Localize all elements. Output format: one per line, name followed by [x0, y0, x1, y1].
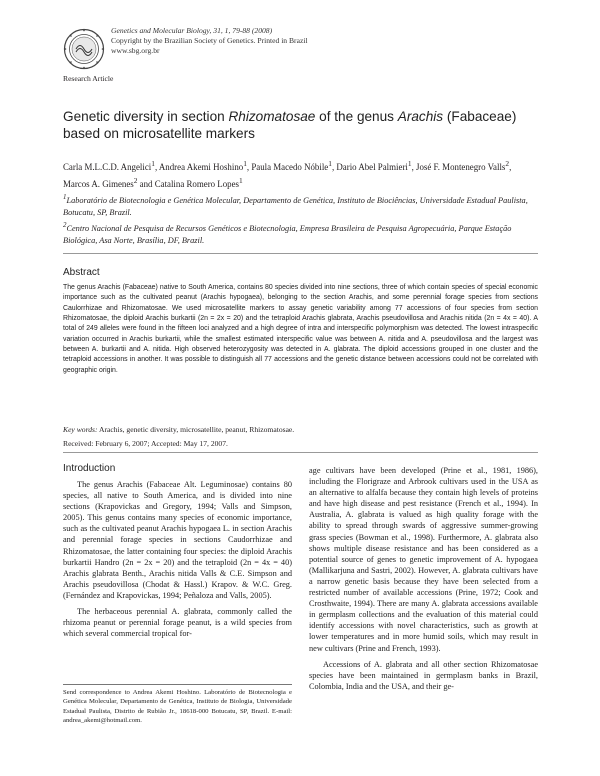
author-name: Carla M.L.C.D. Angelici — [63, 161, 152, 172]
affiliation-text: Centro Nacional de Pesquisa de Recursos Genéticos e Biotecnologia, Empresa Brasileira de Pesquisa Agropecuária, Parque Estação Biológica, Asa Norte, Brasília, DF, Brazil. — [63, 223, 512, 246]
paragraph: Accessions of A. glabrata and all other section Rhizomatosae species have been maintained in germplasm banks in Brazil, Colombia, India and the USA, and their ge- — [309, 659, 538, 691]
title-taxon: Arachis — [397, 109, 444, 124]
author-affiliation-mark: 1 — [328, 159, 332, 168]
paragraph: The genus Arachis (Fabaceae Alt. Leguminosae) contains 80 species, all native to South America, and is divided into nine sections (Krapovickas and Gregory, 1994; Valls and Simpson, 2005). This genus contains many species of economic importance, such as the cultivated peanut Arachis hypogaea L. in section Arachis and perennial forage species in sections Caudorrhizae and Rhizomatosae, the latter containing four species: the diploid Arachis burkartii Handro (2n = 2x = 20) and the tetraploid (2n = 4x = 40) Arachis glabrata Benth., Arachis nitida Valls & C.E. Simpson and Arachis pseudovillosa (Chodat & Hassl.) Krapov. & W.C. Greg. (Fernández and Krapovickas, 1994; Peñaloza and Valls, 2005). — [63, 480, 292, 600]
title-text: Genetic diversity in section — [63, 109, 229, 124]
author-name: , José F. Montenegro Valls — [411, 161, 506, 172]
affiliations — [63, 192, 538, 248]
affiliation-mark: 2 — [63, 221, 67, 229]
article-title — [63, 108, 533, 142]
affiliation — [63, 220, 538, 248]
author-name: , Dario Abel Palmieri — [331, 161, 408, 172]
body-column-right — [309, 465, 538, 692]
title-text: of the genus — [315, 109, 398, 124]
author-name: , Andrea Akemi Hoshino — [154, 161, 244, 172]
keywords-label: Key words: — [63, 425, 98, 434]
author-affiliation-mark: 1 — [243, 159, 247, 168]
keywords — [63, 425, 538, 435]
seal-icon — [63, 28, 105, 70]
received-dates: Received: February 6, 2007; Accepted: May 17, 2007. — [63, 439, 228, 448]
affiliation — [63, 192, 538, 220]
author-affiliation-mark: 1 — [151, 159, 155, 168]
author-affiliation-mark: 2 — [505, 159, 510, 168]
footnote-divider — [63, 684, 292, 685]
author-affiliation-mark: 1 — [407, 159, 412, 168]
author-name: , Paula Macedo Nóbile — [246, 161, 329, 172]
correspondence-footnote: Send correspondence to Andrea Akemi Hoshino. Laboratório de Biotecnologia e Genética Molecular, Departamento de Genética, Instituto de Biologia, Universidade Estadual Paulista, Distrito de Rubião Jr., 18618-000 Botucatu, SP, Brazil. E-mail: andrea_akemi@hotmail.com. — [63, 689, 292, 724]
body-column-left — [63, 479, 292, 639]
title-text: (Fabaceae) based on microsatellite markers — [63, 109, 517, 141]
divider — [63, 253, 538, 254]
divider — [63, 452, 538, 453]
author-name: and Catalina Romero Lopes — [137, 179, 239, 190]
copyright-line: Copyright by the Brazilian Society of Genetics. Printed in Brazil — [111, 36, 308, 46]
journal-url[interactable]: www.sbg.org.br — [111, 46, 160, 56]
abstract-heading: Abstract — [63, 267, 100, 278]
paragraph: The herbaceous perennial A. glabrata, commonly called the rhizoma peanut or perennial forage peanut, is a wild species from which several commercial tropical for- — [63, 607, 292, 639]
affiliation-text: Laboratório de Biotecnologia e Genética Molecular, Departamento de Genética, Instituto de Biociências, Universidade Estadual Paulista, Botucatu, SP, Brazil. — [63, 195, 528, 218]
introduction-heading: Introduction — [63, 463, 116, 474]
paragraph: age cultivars have been developed (Prine et al., 1981, 1986), including the Florigraze and Arbrook cultivars used in the USA as an alternative to alfalfa because they contain high levels of proteins and have high disease and pest resistance (French et al., 1994). In Australia, A. glabrata is valued as high quality forage with the ability to spread through swards of aggressive summer-growing grass species (Bowman et al., 1998). Furthermore, A. glabrata also shows multiple disease resistance and has been considered as a potential source of genes to genetic improvement of A. hypogaea (Mallikarjuna and Sastri, 2002). However, A. glabrata cultivars have a narrow genetic basis because they have been selected from a restricted number of available accessions (Prine, 1972; Cook and Crosthwaite, 1994). There are many A. glabrata accessions available in germplasm collections and the evaluation of this material could identify accessions with novel characteristics, such as growth at lower temperatures and in more humid soils, which may result in new cultivars (Prine and French, 1993). — [309, 466, 538, 653]
author-affiliation-mark: 1 — [239, 176, 243, 186]
article-type: Research Article — [63, 74, 114, 83]
author-list — [63, 157, 538, 192]
keywords-list: Arachis, genetic diversity, microsatellite, peanut, Rhizomatosae. — [97, 425, 295, 434]
affiliation-mark: 1 — [63, 194, 67, 201]
abstract-text: The genus Arachis (Fabaceae) native to South America, contains 80 species divided into nine sections, three of which contain species of special economic importance such as the cultivated peanut (Arachis hypogaea), belonging to the section Arachis, and some perennial forage species from sections Caulorrhizae and Rhizomatosae. We used microsatellite markers to assay genetic variability among 77 accessions of four species from section Rhizomatosae, the diploid Arachis burkartii (2n = 2x = 20) and the tetraploid Arachis glabrata, Arachis pseudovillosa and Arachis nitida (2n = 4x = 40). A total of 249 alleles were found in the fifteen loci analyzed and a high degree of intra and interspecific polymorphism was detected. The lowest intraspecific variation occurred in Arachis burkartii, while the smallest estimated interspecific value was between A. nitida and A. pseudovillosa and the largest was between A. burkartii and A. nitida. High observed heterozygosity was detected in A. glabrata. The diploid accessions grouped in one cluster and the tetraploid accessions in another. It was possible to distinguish all 77 accessions and the genetic distance between accessions could not be correlated with geographic origin. — [63, 284, 538, 374]
journal-header — [111, 26, 308, 57]
author-affiliation-mark: 2 — [133, 176, 138, 186]
title-taxon: Rhizomatosae — [228, 109, 316, 124]
society-seal-logo — [63, 28, 105, 70]
journal-citation: Genetics and Molecular Biology, 31, 1, 79-88 (2008) — [111, 26, 273, 35]
author-name: , Marcos A. Gimenes — [63, 161, 512, 190]
